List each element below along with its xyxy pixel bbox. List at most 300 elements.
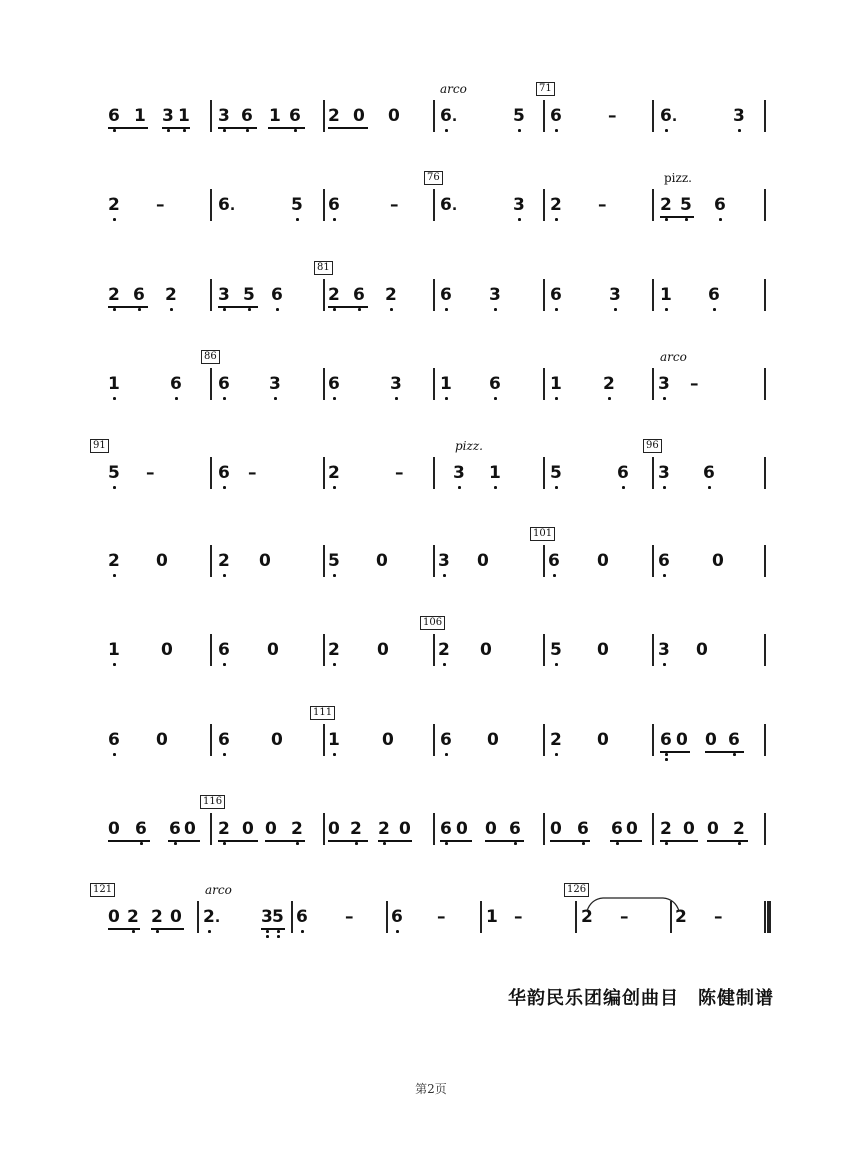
note-digit: 6 (218, 195, 230, 215)
note (597, 730, 609, 750)
note-digit: 0 (597, 640, 609, 660)
lower-octave-dot (555, 663, 558, 666)
barline (323, 279, 325, 311)
rhythm-underline (328, 306, 368, 308)
note (108, 730, 120, 750)
lower-octave-dot (170, 308, 173, 311)
note (395, 463, 404, 483)
note (660, 195, 672, 215)
note-digit: 2 (218, 819, 230, 839)
augmentation-dot: . (451, 109, 458, 125)
lower-octave-dot (395, 397, 398, 400)
note-digit: 3 (438, 551, 450, 571)
note-digit: 1 (178, 106, 190, 126)
lower-octave-dot (555, 218, 558, 221)
lower-octave-dot (333, 663, 336, 666)
note-digit: 6 (328, 195, 340, 215)
note-digit: 2 (660, 819, 672, 839)
barline (433, 279, 435, 311)
note-digit: 6 (728, 730, 740, 750)
note (708, 285, 720, 305)
rhythm-underline (660, 840, 698, 842)
note-digit: 3 (658, 640, 670, 660)
note (271, 285, 283, 305)
rhythm-underline (440, 840, 472, 842)
barline (323, 545, 325, 577)
lower-octave-dot (113, 486, 116, 489)
lower-octave-dot (138, 308, 141, 311)
note (328, 463, 340, 483)
note-digit: 3 (218, 106, 230, 126)
lower-octave-dot (167, 129, 170, 132)
note-digit: 3 (733, 106, 745, 126)
note-digit: 5 (108, 463, 120, 483)
note-digit: 6 (218, 374, 230, 394)
lower-octave-dot (175, 397, 178, 400)
barline (764, 724, 766, 756)
lower-octave-dot (183, 129, 186, 132)
lower-octave-dot (246, 129, 249, 132)
note (489, 374, 501, 394)
note-digit: – (146, 463, 155, 483)
performance-marking: arco (205, 883, 232, 897)
note (608, 106, 617, 126)
rehearsal-mark: 86 (201, 350, 220, 364)
note (390, 374, 402, 394)
note-digit: 0 (712, 551, 724, 571)
lower-octave-dot (685, 218, 688, 221)
note-digit: 6 (489, 374, 501, 394)
note (161, 640, 173, 660)
lower-octave-dot (663, 486, 666, 489)
note (218, 195, 235, 215)
note (271, 730, 283, 750)
note (108, 463, 120, 483)
barline (210, 279, 212, 311)
lower-octave-dot (333, 574, 336, 577)
lower-octave-dot (333, 753, 336, 756)
note-digit: 0 (108, 819, 120, 839)
note-digit: 5 (243, 285, 255, 305)
note-digit: 3 (609, 285, 621, 305)
note (733, 819, 745, 839)
note (291, 819, 303, 839)
barline (652, 545, 654, 577)
note-digit: 6 (135, 819, 147, 839)
note (714, 195, 726, 215)
lower-octave-dot (113, 663, 116, 666)
note (328, 195, 340, 215)
lower-octave-dot (719, 218, 722, 221)
note (611, 819, 623, 839)
note (328, 374, 340, 394)
note (705, 730, 717, 750)
barline (543, 279, 545, 311)
lower-octave-dot (518, 218, 521, 221)
note-digit: 6 (218, 640, 230, 660)
rhythm-underline (108, 928, 140, 930)
note-digit: 6 (577, 819, 589, 839)
rhythm-underline (485, 840, 524, 842)
note-digit: 2 (603, 374, 615, 394)
note (269, 106, 281, 126)
rhythm-underline (550, 840, 590, 842)
rehearsal-mark: 96 (643, 439, 662, 453)
lower-octave-dot (665, 129, 668, 132)
barline (543, 545, 545, 577)
note-digit: 3 (453, 463, 465, 483)
note (683, 819, 695, 839)
rhythm-underline (108, 306, 148, 308)
note (127, 907, 139, 927)
note (680, 195, 692, 215)
rhythm-underline (378, 840, 412, 842)
note (265, 819, 277, 839)
note (353, 106, 365, 126)
rhythm-underline (705, 751, 744, 753)
note-digit: 6 (133, 285, 145, 305)
barline (543, 724, 545, 756)
note (399, 819, 411, 839)
barline (764, 189, 766, 221)
note (269, 374, 281, 394)
note-digit: 6 (296, 907, 308, 927)
lower-octave-dot (113, 129, 116, 132)
note-digit: 2 (660, 195, 672, 215)
note-digit: – (608, 106, 617, 126)
note (377, 640, 389, 660)
augmentation-dot: . (671, 109, 678, 125)
note-digit: 3 (658, 374, 670, 394)
note (477, 551, 489, 571)
barline (210, 813, 212, 845)
score-credit: 华韵民乐团编创曲目 陈健制谱 (508, 988, 774, 1009)
note-digit: 3 (489, 285, 501, 305)
note (169, 819, 181, 839)
note-digit: 3 (513, 195, 525, 215)
lower-octave-dot (445, 842, 448, 845)
note (485, 819, 497, 839)
note-digit: 0 (328, 819, 340, 839)
barline (433, 100, 435, 132)
note (388, 106, 400, 126)
lower-octave-dot (174, 842, 177, 845)
barline (764, 634, 766, 666)
note (453, 463, 465, 483)
note-digit: 6 (550, 106, 562, 126)
lower-octave-dot (223, 486, 226, 489)
note-digit: 0 (480, 640, 492, 660)
lower-octave-dot (113, 308, 116, 311)
note-digit: 0 (676, 730, 688, 750)
note (597, 551, 609, 571)
note (108, 374, 120, 394)
barline (433, 189, 435, 221)
barline (433, 545, 435, 577)
note (437, 907, 446, 927)
note-digit: 6 (108, 730, 120, 750)
note-digit: 0 (707, 819, 719, 839)
lower-octave-dot (396, 930, 399, 933)
note (480, 640, 492, 660)
note (550, 730, 562, 750)
note-digit: 2 (291, 819, 303, 839)
lower-octave-dot (514, 842, 517, 845)
note (328, 640, 340, 660)
note-digit: 2 (328, 640, 340, 660)
note-digit: 2 (218, 551, 230, 571)
note-digit: 0 (377, 640, 389, 660)
lower-octave-dot (140, 842, 143, 845)
note (440, 106, 457, 126)
lower-octave-dot (443, 574, 446, 577)
note-digit: 5 (680, 195, 692, 215)
lower-octave-dot (223, 574, 226, 577)
note-digit: 6 (660, 106, 672, 126)
note (328, 730, 340, 750)
lower-octave-dot (248, 308, 251, 311)
performance-marking: pizz. (455, 439, 483, 453)
rehearsal-mark: 71 (536, 82, 555, 96)
note (272, 907, 284, 927)
note-digit: 6 (548, 551, 560, 571)
note (658, 374, 670, 394)
augmentation-dot: . (214, 910, 221, 926)
note (728, 730, 740, 750)
note-digit: 0 (597, 730, 609, 750)
barline (652, 634, 654, 666)
rhythm-underline (268, 127, 305, 129)
lower-octave-dot (494, 397, 497, 400)
note-digit: 0 (271, 730, 283, 750)
lower-octave-dot (301, 930, 304, 933)
note (690, 374, 699, 394)
note (243, 285, 255, 305)
note (440, 195, 457, 215)
note-digit: 1 (108, 374, 120, 394)
barline (433, 457, 435, 489)
note (218, 463, 230, 483)
note-digit: – (248, 463, 257, 483)
lower-octave-dot (733, 753, 736, 756)
lower-octave-dot (665, 753, 668, 756)
note-digit: 2 (385, 285, 397, 305)
note-digit: 0 (156, 730, 168, 750)
note (133, 285, 145, 305)
lower-octave-dot (555, 753, 558, 756)
note-digit: 0 (456, 819, 468, 839)
augmentation-dot: . (229, 198, 236, 214)
note (660, 106, 677, 126)
note-digit: 6 (714, 195, 726, 215)
note (242, 819, 254, 839)
note (289, 106, 301, 126)
note (550, 640, 562, 660)
note-digit: 0 (399, 819, 411, 839)
barline (652, 813, 654, 845)
note-digit: 2 (438, 640, 450, 660)
lower-octave-dot (156, 930, 159, 933)
note (660, 285, 672, 305)
note-digit: 0 (487, 730, 499, 750)
note-digit: 1 (269, 106, 281, 126)
note-digit: 0 (242, 819, 254, 839)
note-digit: 2 (108, 195, 120, 215)
note (291, 195, 303, 215)
note-digit: 2 (675, 907, 687, 927)
note (156, 551, 168, 571)
lower-octave-dot (223, 397, 226, 400)
barline (764, 457, 766, 489)
rehearsal-mark: 101 (530, 527, 555, 541)
lower-octave-dot (708, 486, 711, 489)
tie-slur (583, 895, 693, 915)
note-digit: 6 (440, 195, 452, 215)
rehearsal-mark: 106 (420, 616, 445, 630)
note (597, 640, 609, 660)
note-digit: – (395, 463, 404, 483)
note-digit: 3 (269, 374, 281, 394)
note-digit: 5 (550, 463, 562, 483)
note-digit: 6 (708, 285, 720, 305)
note-digit: 6 (353, 285, 365, 305)
note-digit: 2 (350, 819, 362, 839)
note (267, 640, 279, 660)
lower-octave-dot (274, 397, 277, 400)
note-digit: 0 (550, 819, 562, 839)
note (550, 463, 562, 483)
lower-octave-dot (266, 930, 269, 933)
barline (433, 813, 435, 845)
note (550, 374, 562, 394)
rhythm-underline (108, 840, 150, 842)
rehearsal-mark: 76 (424, 171, 443, 185)
note (178, 106, 190, 126)
note (438, 551, 450, 571)
lower-octave-dot (494, 486, 497, 489)
barline (323, 634, 325, 666)
barline (652, 189, 654, 221)
lower-octave-dot (445, 397, 448, 400)
lower-octave-dot (555, 308, 558, 311)
lower-octave-dot (443, 663, 446, 666)
lower-octave-dot (355, 842, 358, 845)
barline (480, 901, 482, 933)
lower-octave-dot (616, 842, 619, 845)
note (513, 106, 525, 126)
note (577, 819, 589, 839)
note-digit: 6 (440, 106, 452, 126)
performance-marking: arco (440, 82, 467, 96)
note-digit: 6 (289, 106, 301, 126)
note-digit: 6 (509, 819, 521, 839)
barline (433, 634, 435, 666)
barline (652, 100, 654, 132)
note-digit: 0 (353, 106, 365, 126)
note (345, 907, 354, 927)
rhythm-underline (328, 127, 368, 129)
note (382, 730, 394, 750)
note-digit: 0 (388, 106, 400, 126)
note-digit: 0 (485, 819, 497, 839)
note-digit: – (514, 907, 523, 927)
note (385, 285, 397, 305)
note (184, 819, 196, 839)
note (134, 106, 146, 126)
note-digit: 0 (597, 551, 609, 571)
note-digit: 0 (108, 907, 120, 927)
note-digit: 3 (261, 907, 273, 927)
note-digit: 2 (550, 730, 562, 750)
barline (652, 724, 654, 756)
note-digit: 6 (658, 551, 670, 571)
note (712, 551, 724, 571)
note (440, 285, 452, 305)
note (203, 907, 220, 927)
rhythm-underline (168, 840, 200, 842)
barline (764, 813, 766, 845)
note-digit: 1 (134, 106, 146, 126)
barline (323, 724, 325, 756)
lower-octave-dot (294, 129, 297, 132)
note (598, 195, 607, 215)
rhythm-underline (261, 928, 285, 930)
rhythm-underline (162, 127, 190, 129)
lower-octave-dot (738, 129, 741, 132)
barline (433, 724, 435, 756)
note-digit: 0 (267, 640, 279, 660)
lower-octave-dot (113, 397, 116, 400)
lower-octave-dot (333, 218, 336, 221)
note (170, 374, 182, 394)
note-digit: 1 (489, 463, 501, 483)
note-digit: 2 (203, 907, 215, 927)
lower-octave-dot (665, 308, 668, 311)
lower-octave-dot (665, 842, 668, 845)
lower-octave-dot (383, 842, 386, 845)
note-digit: 1 (440, 374, 452, 394)
lower-octave-dot (266, 935, 269, 938)
note (328, 819, 340, 839)
note-digit: 6 (617, 463, 629, 483)
performance-marking: arco (660, 350, 687, 364)
rhythm-underline (707, 840, 748, 842)
lower-octave-dot (445, 308, 448, 311)
note-digit: – (620, 907, 629, 927)
note-digit: 3 (162, 106, 174, 126)
lower-octave-dot (608, 397, 611, 400)
note (328, 106, 340, 126)
note-digit: 6 (660, 730, 672, 750)
barline (323, 189, 325, 221)
barline (764, 279, 766, 311)
note (548, 551, 560, 571)
note-digit: 3 (218, 285, 230, 305)
note-digit: 5 (272, 907, 284, 927)
barline (210, 100, 212, 132)
note-digit: 6 (550, 285, 562, 305)
note-digit: 2 (581, 907, 593, 927)
lower-octave-dot (445, 753, 448, 756)
note-digit: 6 (241, 106, 253, 126)
rehearsal-mark: 111 (310, 706, 335, 720)
note-digit: – (390, 195, 399, 215)
note (241, 106, 253, 126)
note (658, 551, 670, 571)
note (617, 463, 629, 483)
note (390, 195, 399, 215)
note (440, 374, 452, 394)
